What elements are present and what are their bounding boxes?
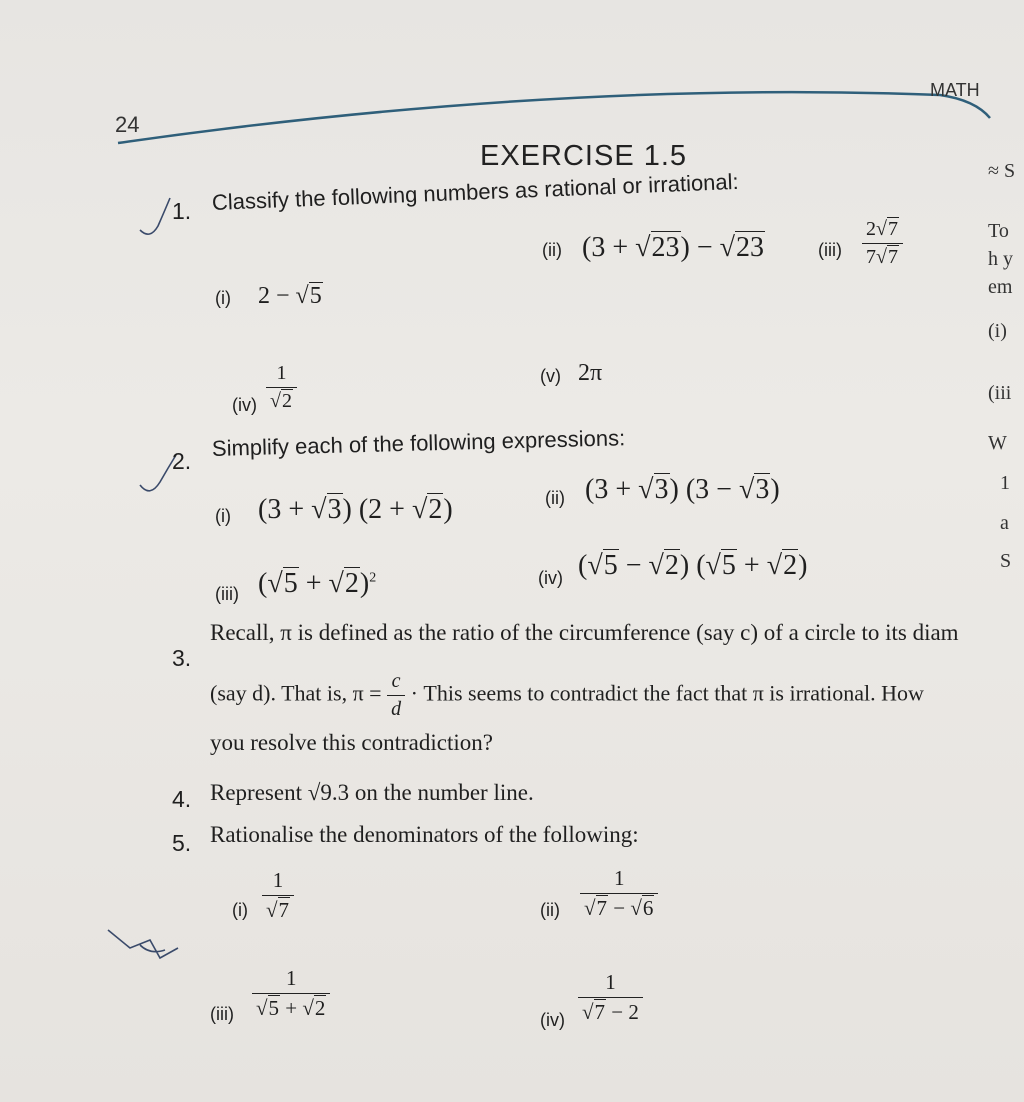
q2-iii-expr: $(√5 + √2)^2$ (258, 568, 377, 599)
question-5-number: 5. (172, 830, 192, 856)
q2-iv-label: (iv) (538, 568, 563, 588)
page-number: 24 (115, 112, 140, 137)
q2-iv-radicand-3: 5 (721, 550, 736, 581)
q5-ii-label: (ii) (540, 900, 560, 920)
q5-ii-denominator: √7 − √6 (584, 896, 654, 920)
q5-iii-den-operator: + (280, 996, 303, 1020)
q2-ii-text-b: ) (3 − (669, 474, 739, 505)
q5-ii-den-operator: − (608, 896, 631, 920)
q2-i-radicand-2: 2 (428, 494, 443, 525)
q1-iii-num-coef: 2 (866, 218, 876, 240)
question-3-line-1: Recall, π is defined as the ratio of the circumference (say c) of a circle to its diam (210, 620, 959, 645)
adjacent-page-edge (986, 150, 1024, 610)
q1-ii-radicand-1: 23 (651, 232, 680, 263)
q1-ii-text-b: ) − (680, 232, 720, 263)
q1-ii-text-a: (3 + (582, 232, 636, 263)
question-3-line-2 (210, 670, 1018, 721)
q1-iv-den-radicand: 2 (281, 390, 292, 412)
q3-pi-fraction (387, 670, 405, 721)
q5-iii-den-radicand-1: 5 (268, 996, 280, 1020)
question-2-number: 2. (172, 448, 192, 474)
q5-ii-den-radicand-1: 7 (596, 896, 608, 920)
q2-iv-radicand-2: 2 (664, 550, 679, 581)
q5-iii-fraction (252, 966, 330, 1021)
question-1-text: Classify the following numbers as rational or irrational: (211, 168, 740, 215)
q2-iv-text-a: ( (578, 550, 588, 581)
edge-text-1: To (988, 220, 1009, 242)
q2-i-expr: (3 + √3) (2 + √2) (258, 494, 453, 525)
q5-ii-numerator: 1 (580, 866, 658, 894)
q1-v-label: (v) (540, 366, 561, 386)
q1-iii-den-radicand: 7 (887, 246, 898, 268)
q2-iii-radicand-1: 5 (283, 568, 298, 599)
q2-iv-text-c: ) ( (679, 550, 706, 581)
edge-text-8: a (1000, 512, 1009, 534)
q5-i-denominator: √7 (266, 898, 290, 922)
q2-iv-text-e: ) (798, 550, 808, 581)
q4-text-a: Represent (210, 780, 308, 805)
q2-i-text-a: (3 + (258, 494, 312, 525)
q1-i-expr: 2 − √5 (258, 283, 322, 309)
question-1-number: 1. (172, 198, 192, 224)
q5-iv-numerator: 1 (578, 970, 643, 998)
q1-iv-denominator: √2 (270, 390, 292, 412)
q5-ii-den-radicand-2: 6 (642, 896, 654, 920)
q1-iv-fraction (266, 362, 297, 413)
q2-iii-radicand-2: 2 (344, 568, 359, 599)
q1-ii-radicand-2: 23 (736, 232, 764, 263)
q5-i-fraction (262, 868, 294, 923)
q5-iii-numerator: 1 (252, 966, 330, 994)
q1-iv-numerator: 1 (266, 362, 297, 388)
q2-iv-text-b: − (618, 550, 649, 581)
q5-iv-den-text: − 2 (606, 1000, 639, 1024)
q2-iii-exponent: 2 (369, 570, 377, 586)
edge-text-2: h y (988, 248, 1013, 270)
q1-iii-num-radicand: 7 (887, 218, 898, 240)
q2-i-text-b: ) (2 + (342, 494, 412, 525)
q2-i-text-c: ) (443, 494, 453, 525)
q1-iii-denominator: 7√7 (866, 246, 898, 268)
edge-text-5: (iii (988, 382, 1012, 404)
exercise-title: EXERCISE 1.5 (480, 140, 688, 172)
q1-ii-expr: (3 + √23) − √23 (582, 232, 764, 263)
q2-ii-label: (ii) (545, 488, 565, 508)
question-4-text: Represent √9.3 on the number line. (210, 780, 534, 805)
q1-i-text: 2 − (258, 283, 296, 309)
q5-iii-label: (iii) (210, 1004, 234, 1024)
q3-fraction-numerator: c (387, 670, 405, 696)
question-3-line-3: you resolve this contradiction? (210, 730, 493, 755)
edge-text-3: em (988, 276, 1013, 298)
q2-iv-expr: (√5 − √2) (√5 + √2) (578, 550, 808, 581)
q5-iv-den-radicand: 7 (594, 1000, 606, 1024)
q1-i-radicand: 5 (309, 283, 322, 309)
q1-iii-numerator: 2√7 (862, 218, 903, 244)
q3-line-2-text-b: · This seems to contradict the fact that π is irrational. How (410, 680, 924, 706)
q2-iv-radicand-4: 2 (783, 550, 798, 581)
q2-ii-expr: (3 + √3) (3 − √3) (585, 474, 780, 505)
edge-text-9: S (1000, 550, 1012, 572)
q1-i-label: (i) (215, 288, 231, 308)
q5-i-numerator: 1 (262, 868, 294, 896)
side-tab: MATH (930, 80, 980, 100)
q2-iii-label: (iii) (215, 584, 239, 604)
edge-text-7: 1 (1000, 472, 1010, 494)
question-2-text: Simplify each of the following expressions: (211, 425, 626, 461)
q2-iii-text-a: ( (258, 568, 268, 599)
q2-ii-radicand-1: 3 (654, 474, 669, 505)
question-3-number: 3. (172, 645, 192, 671)
q1-iii-fraction (862, 218, 903, 269)
q5-i-label: (i) (232, 900, 248, 920)
q2-iii-text-b: + (298, 568, 329, 599)
q3-fraction-denominator: d (391, 698, 402, 720)
q1-iii-label: (iii) (818, 240, 842, 260)
q1-ii-label: (ii) (542, 240, 562, 260)
q1-v-expr: 2π (578, 360, 603, 386)
edge-text-0: ≈ S (988, 160, 1016, 182)
q5-iii-den-radicand-2: 2 (314, 996, 326, 1020)
q4-text-b: on the number line. (349, 780, 534, 805)
q2-ii-radicand-2: 3 (755, 474, 770, 505)
edge-text-4: (i) (988, 320, 1007, 342)
q2-i-label: (i) (215, 506, 231, 526)
q5-iv-denominator: √7 − 2 (582, 1000, 639, 1024)
edge-text-6: W (988, 432, 1007, 454)
q4-radicand: 9.3 (320, 780, 350, 805)
q2-iii-text-c: ) (359, 568, 370, 599)
q5-iii-denominator: √5 + √2 (256, 996, 326, 1020)
q2-iv-text-d: + (736, 550, 767, 581)
q3-line-2-text-a: (say d). That is, π = (210, 680, 382, 706)
q5-iv-fraction (578, 970, 643, 1025)
question-5-text: Rationalise the denominators of the following: (210, 822, 639, 847)
q2-iv-radicand-1: 5 (603, 550, 618, 581)
q5-iv-label: (iv) (540, 1010, 565, 1030)
q5-i-den-radicand: 7 (278, 898, 290, 922)
question-4-number: 4. (172, 786, 192, 812)
q2-ii-text-a: (3 + (585, 474, 639, 505)
q1-iv-label: (iv) (232, 395, 257, 415)
q1-iii-den-coef: 7 (866, 246, 876, 268)
q2-ii-text-c: ) (770, 474, 780, 505)
q2-i-radicand-1: 3 (327, 494, 342, 525)
q5-ii-fraction (580, 866, 658, 921)
